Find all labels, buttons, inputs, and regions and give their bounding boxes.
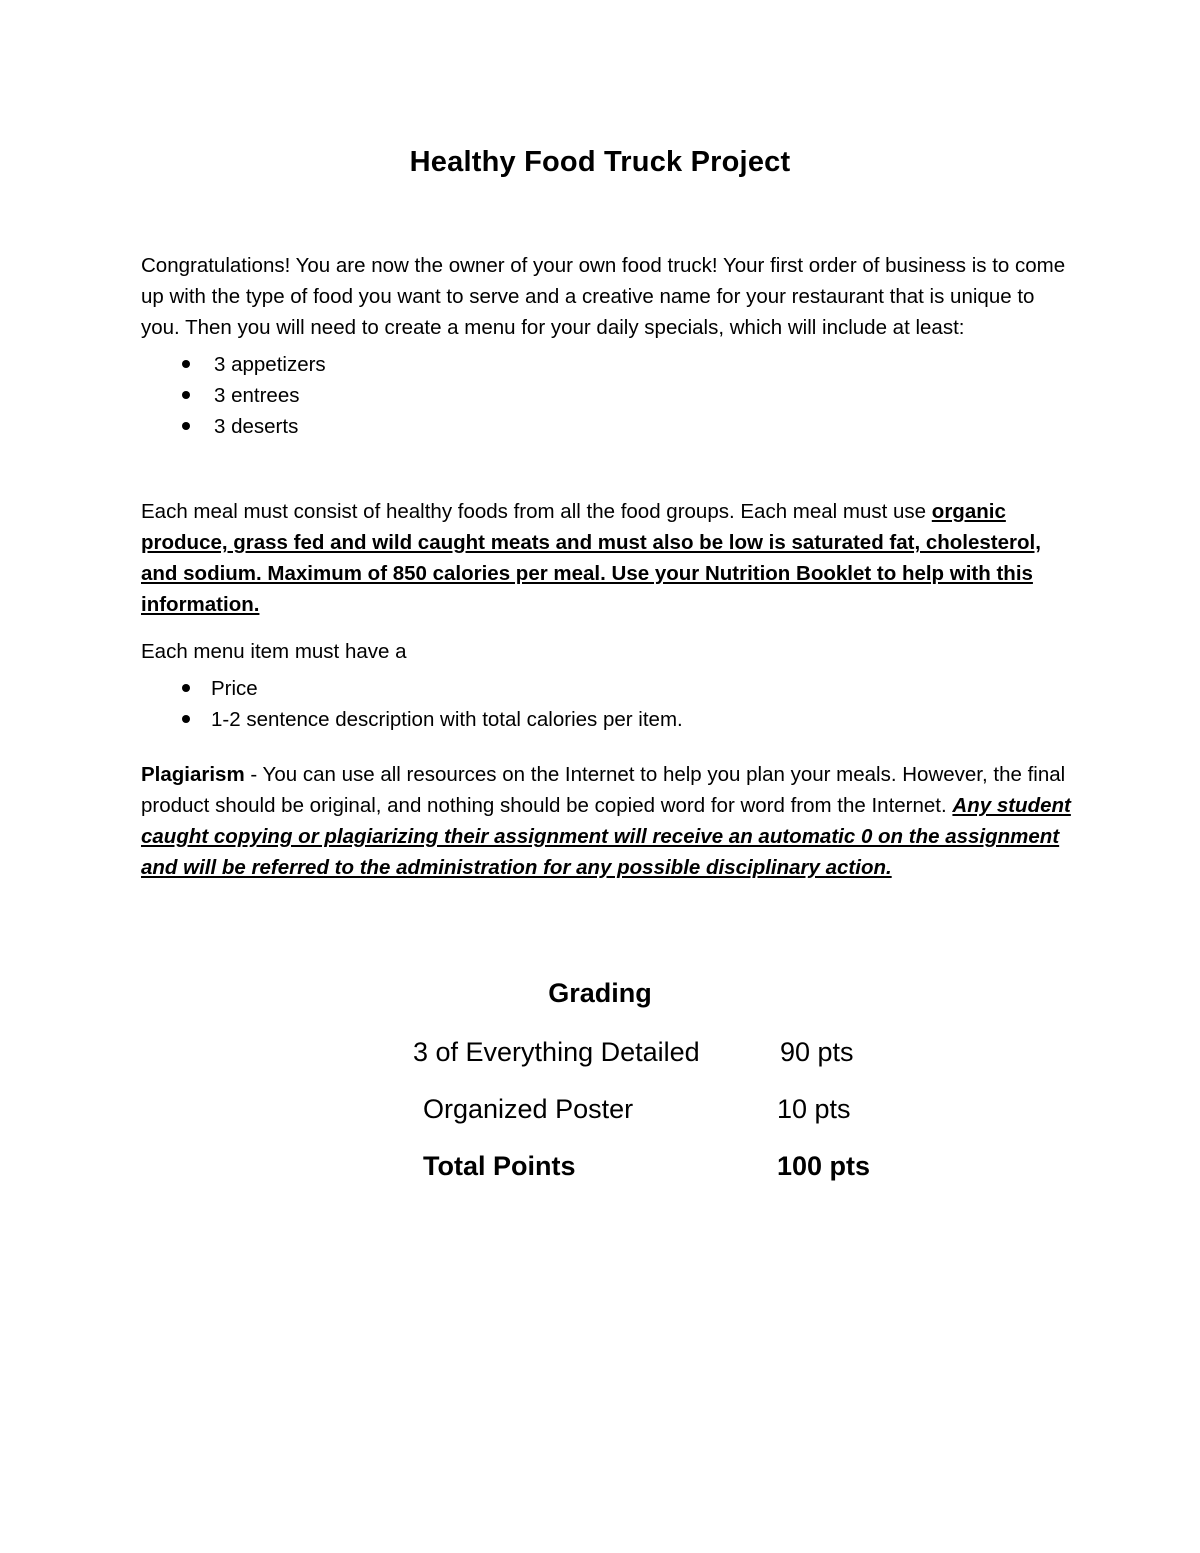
intro-section: [141, 250, 1071, 442]
course-list: [141, 349, 1071, 442]
grading-total-points: 100 pts: [777, 1151, 871, 1181]
document-title: Healthy Food Truck Project: [409, 146, 791, 178]
list-item: 3 deserts: [141, 411, 1071, 442]
list-item: Price: [141, 673, 1071, 704]
menu-item-lead: Each menu item must have a: [141, 640, 407, 663]
list-item: 3 appetizers: [141, 349, 1071, 380]
menu-item-section: [141, 636, 1071, 735]
grading-total-label: Total Points: [423, 1151, 576, 1181]
plagiarism-label: Plagiarism: [141, 763, 245, 786]
meal-requirements-emphasis: organic produce, grass fed and wild caught meats and must also be low is saturated fat, cholesterol, and sodium. Maximum of 850 calories per meal. Use your Nutrition Booklet to help with this information.: [141, 500, 1041, 616]
list-item: 3 entrees: [141, 380, 1071, 411]
meal-requirements-paragraph: [141, 496, 1071, 620]
meal-requirements-lead: Each meal must consist of healthy foods from all the food groups. Each meal must use: [141, 500, 932, 523]
grading-criterion: 3 of Everything Detailed: [413, 1037, 700, 1067]
grading-points: 90 pts: [780, 1037, 854, 1067]
intro-paragraph: Congratulations! You are now the owner of your own food truck! Your first order of business is to come up with the type of food you want to serve and a creative name for your restaurant that is unique to you. Then you will need to create a menu for your daily specials, which will include at least:: [141, 254, 1066, 339]
list-item: 1-2 sentence description with total calories per item.: [141, 704, 1071, 735]
grading-title: Grading: [548, 978, 652, 1008]
plagiarism-paragraph: [141, 759, 1071, 883]
menu-item-requirements-list: [141, 673, 1071, 735]
plagiarism-warning: Any student caught copying or plagiarizing their assignment will receive an automatic 0 on the assignment and will be referred to the administration for any possible disciplinary action.: [141, 794, 1071, 879]
grading-criterion: Organized Poster: [423, 1094, 634, 1124]
grading-points: 10 pts: [777, 1094, 851, 1124]
plagiarism-text: - You can use all resources on the Internet to help you plan your meals. However, the final product should be original, and nothing should be copied word for word from the Internet.: [141, 763, 1066, 817]
